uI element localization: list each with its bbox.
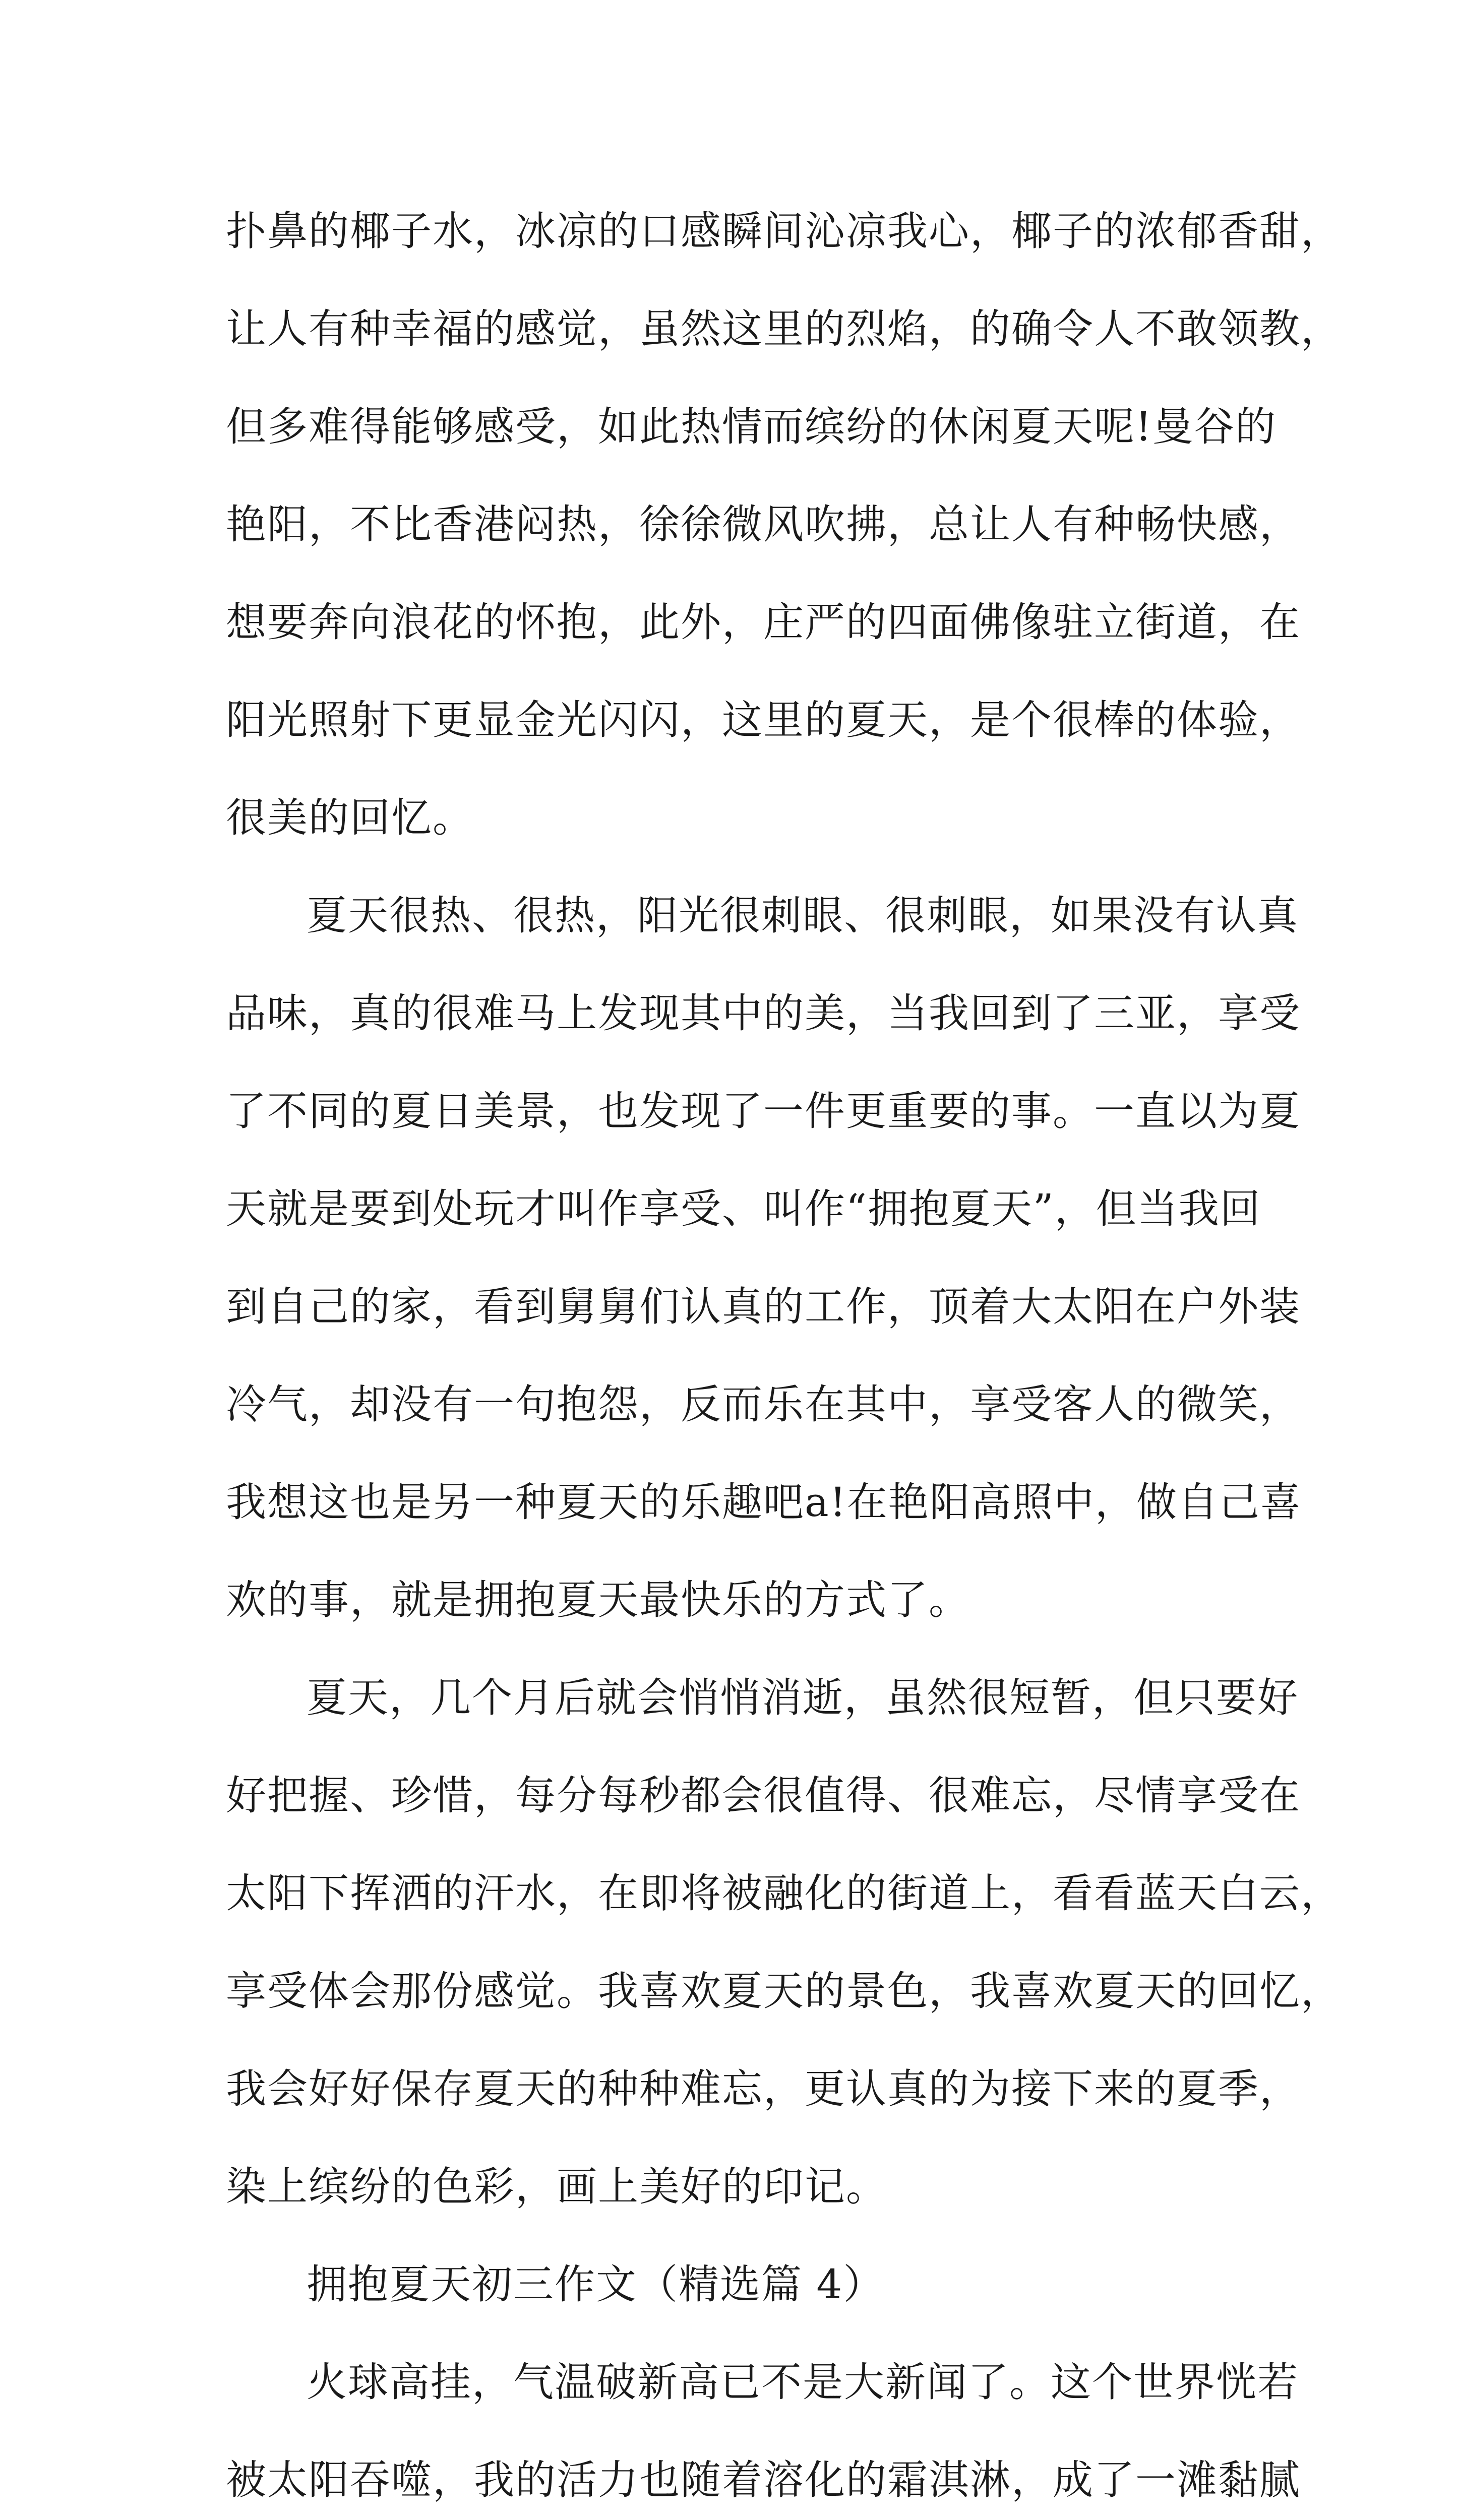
paragraph-3-line-2: 好把握、珍惜，每分每秒都会很值得、很难忘，尽情享受在 xyxy=(226,1772,1301,1819)
paragraph-3-line-6: 染上缤纷的色彩，画上美好的印记。 xyxy=(226,2163,887,2210)
paragraph-1-line-7: 很美的回忆。 xyxy=(226,794,474,841)
paragraph-4-line-2: 被太阳吞噬，我的活力也随着溶化的霜淇淋，成了一滩黏腻 xyxy=(226,2456,1301,2503)
paragraph-3-line-4: 享受体会那份感觉。我喜欢夏天的景色，我喜欢夏天的回忆， xyxy=(226,1968,1342,2014)
paragraph-2-line-7: 我想这也是另一种夏天的乐趣吧a!在艳阳高照中，做自己喜 xyxy=(226,1479,1302,1526)
paragraph-3-line-1: 夏天，几个月后就会悄悄消逝，虽然很短暂，但只要好 xyxy=(307,1674,1299,1721)
paragraph-1-line-1: 扑鼻的椰子水，冰凉的口感瞬间沁凉我心，椰子的浓郁香甜， xyxy=(226,208,1342,255)
paragraph-1-line-6: 阳光照射下更显金光闪闪，这里的夏天，是个很棒的体验， xyxy=(226,697,1301,743)
paragraph-3-line-3: 太阳下挥洒的汗水，在即将被融化的街道上，看看蓝天白云， xyxy=(226,1870,1342,1917)
paragraph-2-line-2: 品味，真的很难马上发现其中的美，当我回到了三亚，享受 xyxy=(226,990,1301,1037)
paragraph-2-line-1: 夏天很热、很热，阳光很刺眼、很刺眼，如果没有认真 xyxy=(307,892,1299,939)
paragraph-1-line-3: 但多难得能够感受，如此热情而缤纷的休闲夏天呢!曼谷的 xyxy=(226,403,1277,450)
paragraph-1-line-4: 艳阳，不比香港闷热，徐徐微风吹拂，总让人有种畅快感， xyxy=(226,501,1301,548)
paragraph-1-line-2: 让人有种幸福的感觉，虽然这里的烈焰，的确令人不敢领教， xyxy=(226,305,1342,352)
paragraph-2-line-5: 到自己的家，看到舅舅们认真的工作，顶着大太阳在户外装 xyxy=(226,1283,1301,1330)
paragraph-1-line-5: 想要奔向浪花的怀抱，此外，庄严的四面佛像驻立街道，在 xyxy=(226,599,1301,646)
paragraph-2-line-8: 欢的事，就是拥抱夏天最快乐的方式了。 xyxy=(226,1577,970,1623)
paragraph-4-line-1: 火球高挂，气温破新高已不是大新闻了。这个世界恍若 xyxy=(307,2359,1299,2406)
paragraph-3-line-5: 我会好好保存夏天的种种难忘，更认真的为接下来的夏季， xyxy=(226,2065,1301,2112)
paragraph-2-line-6: 冷气，却没有一句抱怨，反而乐在其中，享受客人的微笑， xyxy=(226,1381,1301,1428)
section-heading: 拥抱夏天初三作文（精选篇 4） xyxy=(307,2261,885,2308)
paragraph-2-line-3: 了不同的夏日美景，也发现了一件更重要的事。一直以为夏 xyxy=(226,1088,1301,1135)
essay-body xyxy=(226,182,1342,2520)
paragraph-2-line-4: 天就是要到处玩才叫作享受、叫作“拥抱夏天”，但当我回 xyxy=(226,1185,1261,1232)
